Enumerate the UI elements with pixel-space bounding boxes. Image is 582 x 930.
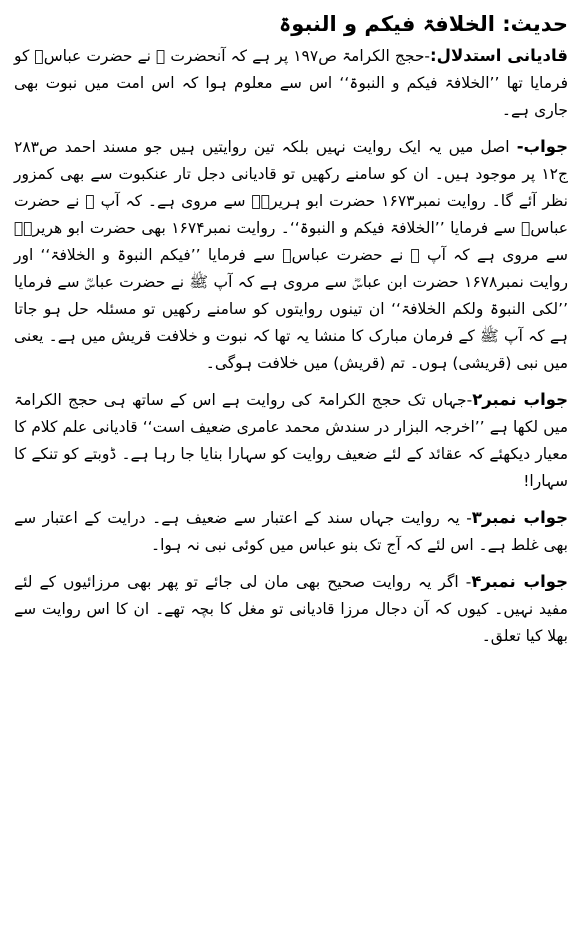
answer-3-paragraph: [14, 504, 568, 559]
qadiani-argument-paragraph: [14, 42, 568, 124]
answer-4-text: - اگر یہ روایت صحیح بھی مان لی جائے تو پھر بھی مرزائیوں کے لئے مفید نہیں۔ کیوں کہ آن دجال مرزا قادیانی تو مغل کا بچہ تھے۔ ان کا اس روایت سے بھلا کیا تعلق۔: [14, 573, 568, 645]
answer-3-label: جواب نمبر۳: [471, 508, 568, 527]
answer-1-paragraph: [14, 133, 568, 377]
answer-2-label: جواب نمبر۲: [472, 390, 568, 409]
qadiani-argument-label: قادیانی استدلال:: [430, 46, 568, 65]
answer-3-text: - یہ روایت جہاں سند کے اعتبار سے ضعیف ہے۔ درایت کے اعتبار سے بھی غلط ہے۔ اس لئے کہ آج تک بنو عباس میں کوئی نبی نہ ہوا۔: [14, 509, 568, 554]
answer-4-paragraph: [14, 568, 568, 650]
answer-1-text: اصل میں یہ ایک روایت نہیں بلکہ تین روایتیں ہیں جو مسند احمد ص۲۸۳ ج۱۲ پر موجود ہیں۔ ان کو سامنے رکھیں تو قادیانی دجل تار عنکبوت سے بھی کمزور نظر آئے گا۔ روایت نمبر۱۶۷۳ حضرت ابو ہریرہؓ سے مروی ہے۔ کہ آپ ﷺ نے حضرت عباسؓ سے فرمایا ’’الخلافۃ فیکم و النبوۃ‘‘۔ روایت نمبر۱۶۷۴ بھی حضرت ابو ھریرہؓ سے مروی ہے کہ آپ ﷺ نے حضرت عباسؓ سے فرمایا ’’فیکم النبوۃ و الخلافۃ‘‘ اور روایت نمبر۱۶۷۸ حضرت ابن عباسؓ سے مروی ہے کہ آپ ﷺ نے حضرت عباسؓ سے فرمایا ’’لکی النبوۃ ولکم الخلافۃ‘‘ ان تینوں روایتوں کو سامنے رکھیں تو مسئلہ حل ہو جاتا ہے کہ آپ ﷺ کے فرمان مبارک کا منشا یہ تھا کہ نبوت و خلافت قریش میں ہے۔ یعنی میں نبی (قریشی) ہوں۔ تم (قریش) میں خلافت ہوگی۔: [14, 138, 568, 372]
answer-2-paragraph: [14, 386, 568, 495]
answer-2-text: -جہاں تک حجج الکرامۃ کی روایت ہے اس کے ساتھ ہی حجج الکرامۃ میں لکھا ہے ’’اخرجہ البزار در سندش محمد عامری ضعیف است‘‘ قادیانی علم کلام کا معیار دیکھئے کہ عقائد کے لئے ضعیف روایت کو سہارا بنایا جا رہا ہے۔ ڈوبتے کو تنکے کا سہارا!: [14, 391, 568, 490]
answer-4-label: جواب نمبر۴: [471, 572, 568, 591]
page-title: حدیث: الخلافۃ فیکم و النبوۃ: [279, 12, 568, 36]
qadiani-argument-text: -حجج الکرامۃ ص۱۹۷ پر ہے کہ آنحضرت ﷺ نے حضرت عباسؓ کو فرمایا تھا ’’الخلافۃ فیکم و النبوۃ‘‘ اس سے معلوم ہوا کہ اس امت میں نبوت بھی جاری ہے۔: [14, 47, 568, 119]
answer-1-label: جواب-: [516, 137, 569, 156]
